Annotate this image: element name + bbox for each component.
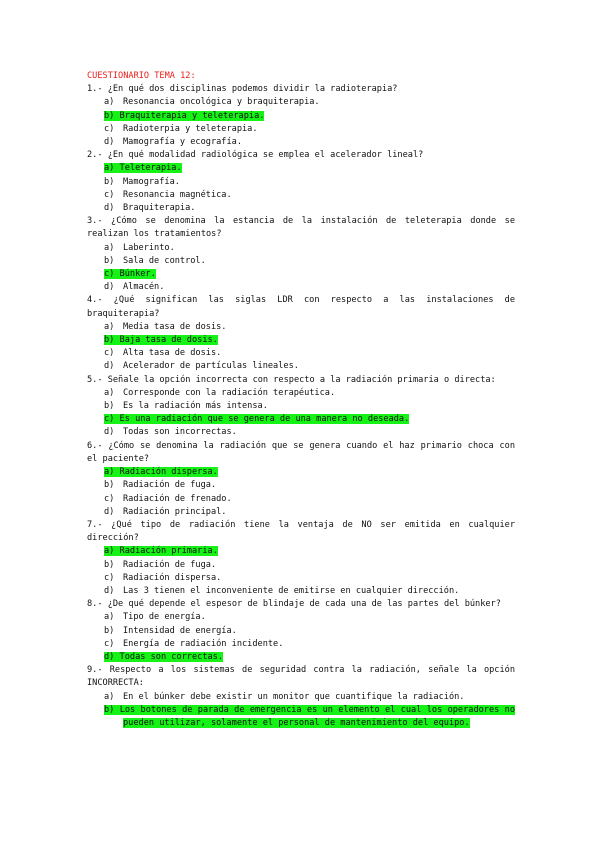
answer-option bbox=[87, 189, 515, 202]
option-letter: a) bbox=[104, 321, 115, 332]
question-list bbox=[87, 83, 515, 730]
answer-option bbox=[87, 559, 515, 572]
option-text: En el búnker debe existir un monitor que cuantifique la radiación. bbox=[123, 691, 465, 702]
option-text-correct: Todas son correctas. bbox=[119, 651, 224, 662]
option-text: Es la radiación más intensa. bbox=[123, 401, 268, 412]
option-letter: c) bbox=[104, 269, 115, 280]
answer-option bbox=[87, 704, 515, 730]
answer-option bbox=[87, 281, 515, 294]
answer-option bbox=[87, 360, 515, 373]
correct-answer-highlight bbox=[104, 335, 218, 345]
option-letter: c) bbox=[104, 572, 115, 583]
option-text-correct: Búnker. bbox=[119, 269, 156, 280]
option-text: Mamografía. bbox=[123, 176, 180, 187]
answer-option bbox=[87, 506, 515, 519]
option-text: Alta tasa de dosis. bbox=[123, 348, 222, 359]
answer-option bbox=[87, 136, 515, 149]
option-text-correct: Radiación dispersa. bbox=[119, 467, 218, 478]
option-letter: b) bbox=[104, 704, 115, 715]
option-text-correct: Braquiterapia y teleterapia. bbox=[119, 110, 265, 121]
option-letter: b) bbox=[104, 559, 115, 570]
option-letter: d) bbox=[104, 585, 115, 596]
option-letter: d) bbox=[104, 203, 115, 214]
option-text: Media tasa de dosis. bbox=[123, 321, 227, 332]
correct-answer-highlight bbox=[104, 652, 223, 662]
option-text: Radioterpia y teleterapia. bbox=[123, 123, 258, 134]
answer-option bbox=[87, 334, 515, 347]
option-text-correct: Teleterapia. bbox=[119, 163, 182, 174]
correct-answer-highlight bbox=[104, 467, 218, 477]
option-letter: d) bbox=[104, 427, 115, 438]
option-text: Radiación dispersa. bbox=[123, 572, 222, 583]
option-letter: c) bbox=[104, 189, 115, 200]
option-text: Radiación de frenado. bbox=[123, 493, 232, 504]
answer-option bbox=[87, 162, 515, 175]
option-letter: b) bbox=[104, 110, 115, 121]
answer-option bbox=[87, 611, 515, 624]
option-letter: a) bbox=[104, 546, 115, 557]
answer-option bbox=[87, 691, 515, 704]
document-title: CUESTIONARIO TEMA 12: bbox=[87, 71, 196, 81]
option-letter: a) bbox=[104, 242, 115, 253]
option-letter: d) bbox=[104, 361, 115, 372]
correct-answer-highlight bbox=[104, 163, 182, 173]
option-text: Mamografía y ecografía. bbox=[123, 137, 242, 148]
question-text: 2.- ¿En qué modalidad radiológica se emplea el acelerador lineal? bbox=[87, 150, 424, 161]
correct-answer-highlight bbox=[104, 546, 218, 556]
option-text: Sala de control. bbox=[123, 255, 206, 266]
answer-option bbox=[87, 347, 515, 360]
answer-option bbox=[87, 466, 515, 479]
option-letter: b) bbox=[104, 255, 115, 266]
option-text: Radiación principal. bbox=[123, 506, 227, 517]
option-text: Corresponde con la radiación terapéutica. bbox=[123, 387, 336, 398]
answer-option bbox=[87, 572, 515, 585]
answer-option bbox=[87, 545, 515, 558]
answer-option bbox=[87, 426, 515, 439]
question-text: 1.- ¿En qué dos disciplinas podemos dividir la radioterapia? bbox=[87, 84, 398, 95]
option-letter: d) bbox=[104, 651, 115, 662]
answer-option bbox=[87, 242, 515, 255]
answer-option bbox=[87, 651, 515, 664]
answer-option bbox=[87, 123, 515, 136]
option-text: Las 3 tienen el inconveniente de emitirse en cualquier dirección. bbox=[123, 585, 460, 596]
question-text: 6.- ¿Cómo se denomina la radiación que se genera cuando el haz primario choca con el paciente? bbox=[87, 440, 515, 464]
option-letter: d) bbox=[104, 282, 115, 293]
option-letter: b) bbox=[104, 176, 115, 187]
option-letter: b) bbox=[104, 480, 115, 491]
option-text: Almacén. bbox=[123, 282, 165, 293]
option-text: Intensidad de energía. bbox=[123, 625, 237, 636]
option-text: Tipo de energía. bbox=[123, 612, 206, 623]
option-letter: a) bbox=[104, 387, 115, 398]
correct-answer-highlight bbox=[104, 269, 156, 279]
option-letter: d) bbox=[104, 506, 115, 517]
answer-option bbox=[87, 479, 515, 492]
quiz-document bbox=[87, 70, 515, 730]
answer-option bbox=[87, 268, 515, 281]
option-text: Radiación de fuga. bbox=[123, 480, 217, 491]
answer-option bbox=[87, 255, 515, 268]
correct-answer-highlight bbox=[104, 414, 409, 424]
answer-option bbox=[87, 96, 515, 109]
answer-option bbox=[87, 176, 515, 189]
option-letter: a) bbox=[104, 97, 115, 108]
option-letter: c) bbox=[104, 493, 115, 504]
question-text: 5.- Señale la opción incorrecta con respecto a la radiación primaria o directa: bbox=[87, 374, 496, 385]
option-text-correct: Es una radiación que se genera de una manera no deseada. bbox=[119, 414, 410, 425]
option-text-correct: Baja tasa de dosis. bbox=[119, 335, 218, 346]
answer-option bbox=[87, 625, 515, 638]
question-text: 4.- ¿Qué significan las siglas LDR con respecto a las instalaciones de braquiterapia? bbox=[87, 295, 515, 319]
correct-answer-highlight bbox=[104, 705, 515, 728]
option-letter: d) bbox=[104, 137, 115, 148]
option-letter: a) bbox=[104, 612, 115, 623]
option-letter: a) bbox=[104, 163, 115, 174]
option-text-correct: Los botones de parada de emergencia es un elemento el cual los operadores no pueden utilizar, solamente el personal de mantenimiento del equipo. bbox=[119, 704, 515, 728]
answer-option bbox=[87, 400, 515, 413]
option-letter: c) bbox=[104, 123, 115, 134]
answer-option bbox=[87, 110, 515, 123]
option-letter: a) bbox=[104, 467, 115, 478]
answer-option bbox=[87, 638, 515, 651]
option-text: Acelerador de partículas lineales. bbox=[123, 361, 299, 372]
option-text: Radiación de fuga. bbox=[123, 559, 217, 570]
option-letter: c) bbox=[104, 638, 115, 649]
option-letter: c) bbox=[104, 348, 115, 359]
option-text: Resonancia magnética. bbox=[123, 189, 232, 200]
option-letter: b) bbox=[104, 401, 115, 412]
option-letter: b) bbox=[104, 335, 115, 346]
question-text: 3.- ¿Cómo se denomina la estancia de la instalación de teleterapia donde se realizan los tratamientos? bbox=[87, 216, 515, 240]
answer-option bbox=[87, 493, 515, 506]
answer-option bbox=[87, 321, 515, 334]
option-text: Todas son incorrectas. bbox=[123, 427, 237, 438]
answer-option bbox=[87, 202, 515, 215]
question-text: 8.- ¿De qué depende el espesor de blindaje de cada una de las partes del búnker? bbox=[87, 599, 501, 610]
option-text-correct: Radiación primaria. bbox=[119, 546, 218, 557]
option-letter: b) bbox=[104, 625, 115, 636]
option-text: Energía de radiación incidente. bbox=[123, 638, 284, 649]
option-text: Laberinto. bbox=[123, 242, 175, 253]
option-letter: c) bbox=[104, 414, 115, 425]
answer-option bbox=[87, 585, 515, 598]
option-letter: a) bbox=[104, 691, 115, 702]
answer-option bbox=[87, 413, 515, 426]
answer-option bbox=[87, 387, 515, 400]
question-text: 7.- ¿Qué tipo de radiación tiene la ventaja de NO ser emitida en cualquier dirección? bbox=[87, 519, 515, 544]
correct-answer-highlight bbox=[104, 111, 264, 121]
option-text: Resonancia oncológica y braquiterapia. bbox=[123, 97, 320, 108]
question-text: 9.- Respecto a los sistemas de seguridad contra la radiación, señale la opción INCORRECTA: bbox=[87, 665, 515, 689]
option-text: Braquiterapia. bbox=[123, 203, 196, 214]
